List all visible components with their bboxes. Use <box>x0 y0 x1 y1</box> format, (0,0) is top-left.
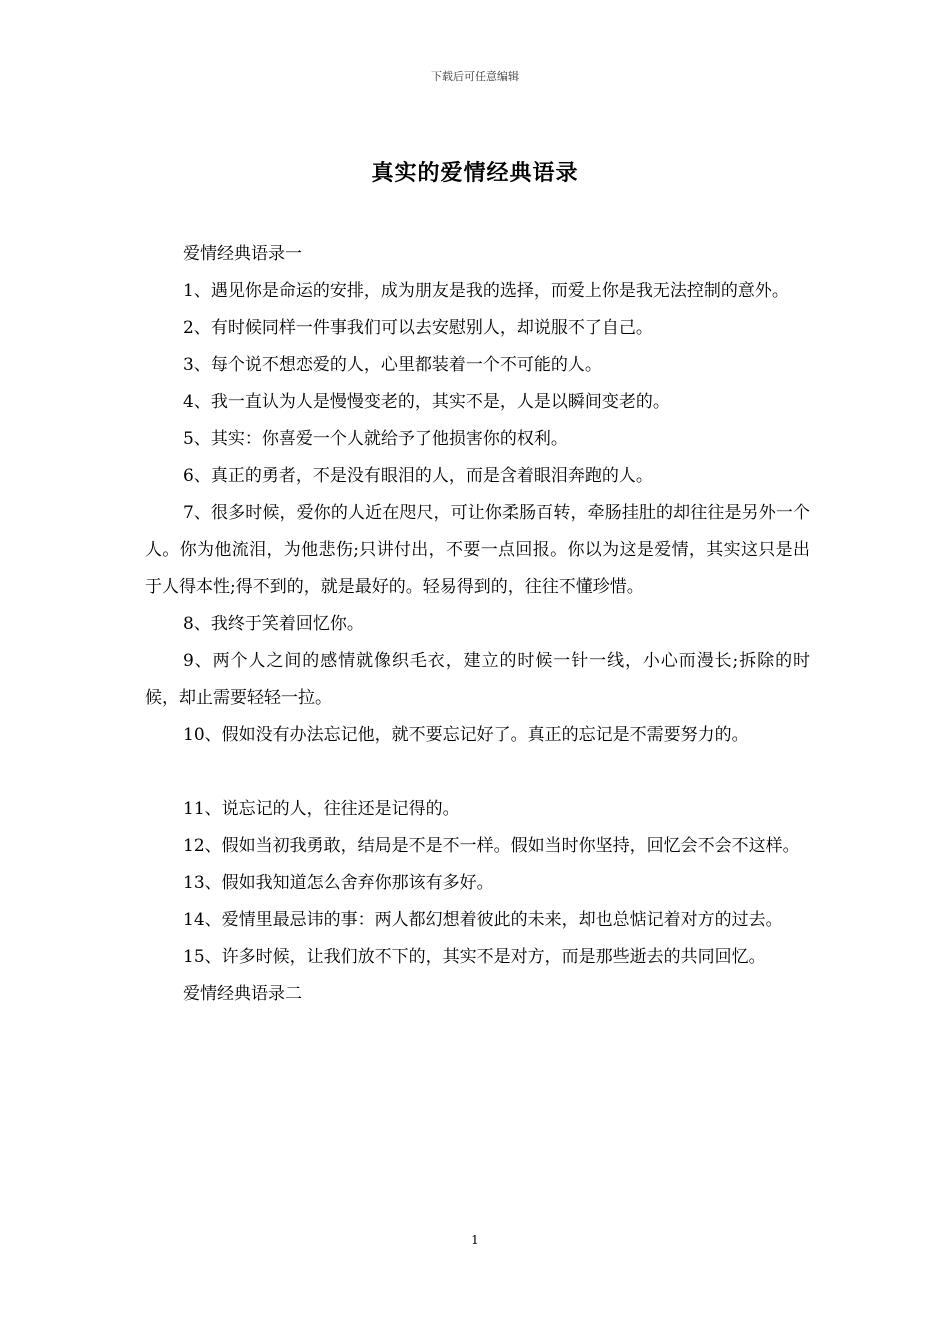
quote-paragraph: 1、遇见你是命运的安排，成为朋友是我的选择，而爱上你是我无法控制的意外。 <box>183 281 789 301</box>
page-header: 下载后可任意编辑 <box>431 70 519 83</box>
quote-paragraph: 12、假如当初我勇敢，结局是不是不一样。假如当时你坚持，回忆会不会不这样。 <box>183 836 800 856</box>
document-title: 真实的爱情经典语录 <box>371 160 579 186</box>
quote-paragraph: 15、许多时候，让我们放不下的，其实不是对方，而是那些逝去的共同回忆。 <box>183 947 766 967</box>
quote-paragraph: 9、两个人之间的感情就像织毛衣，建立的时候一针一线，小心而漫长;拆除的时候，却止需要轻轻一拉。 <box>145 651 810 708</box>
paragraph-spacer <box>145 754 810 791</box>
quote-paragraph: 2、有时候同样一件事我们可以去安慰别人，却说服不了自己。 <box>183 318 653 338</box>
document-body <box>145 236 810 1013</box>
quote-paragraph: 3、每个说不想恋爱的人，心里都装着一个不可能的人。 <box>183 355 602 375</box>
quote-paragraph: 13、假如我知道怎么舍弃你那该有多好。 <box>183 873 494 893</box>
quote-paragraph: 4、我一直认为人是慢慢变老的，其实不是，人是以瞬间变老的。 <box>183 392 670 412</box>
quote-paragraph: 10、假如没有办法忘记他，就不要忘记好了。真正的忘记是不需要努力的。 <box>183 725 749 745</box>
quote-paragraph: 6、真正的勇者，不是没有眼泪的人，而是含着眼泪奔跑的人。 <box>183 466 653 486</box>
quote-paragraph: 11、说忘记的人，往往还是记得的。 <box>183 799 460 819</box>
section-heading: 爱情经典语录二 <box>183 984 302 1004</box>
quote-paragraph: 5、其实：你喜爱一个人就给予了他损害你的权利。 <box>183 429 568 449</box>
quote-paragraph: 7、很多时候，爱你的人近在咫尺，可让你柔肠百转，牵肠挂肚的却往往是另外一个人。你为他流泪，为他悲伤;只讲付出，不要一点回报。你以为这是爱情，其实这只是出于人得本性;得不到的，就是最好的。轻易得到的，往往不懂珍惜。 <box>145 503 810 597</box>
section-heading: 爱情经典语录一 <box>183 244 302 264</box>
quote-paragraph: 14、爱情里最忌讳的事：两人都幻想着彼此的未来，却也总惦记着对方的过去。 <box>183 910 783 930</box>
page-number: 1 <box>471 1233 479 1247</box>
quote-paragraph: 8、我终于笑着回忆你。 <box>183 614 364 634</box>
